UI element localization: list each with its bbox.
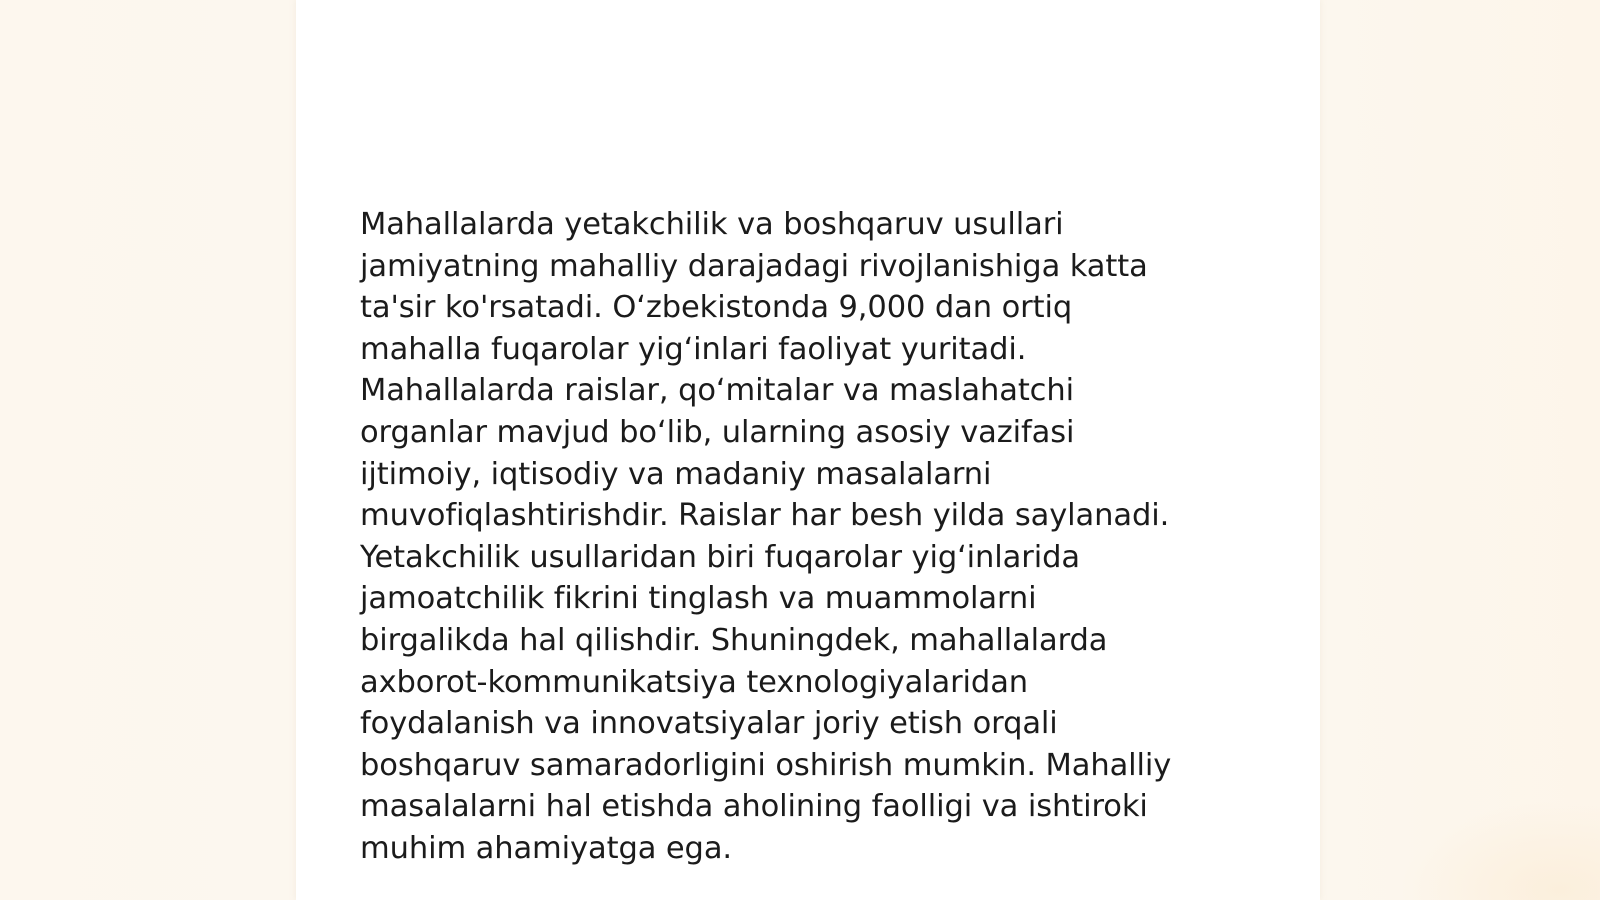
background-right-margin (1320, 0, 1600, 900)
body-paragraph: Mahallalarda yetakchilik va boshqaruv usullari jamiyatning mahalliy darajadagi rivojlanishiga katta ta'sir ko'rsatadi. O‘zbekistonda 9,000 dan ortiq mahalla fuqarolar yig‘inlari faoliyat yuritadi. Mahallalarda raislar, qo‘mitalar va maslahatchi organlar mavjud bo‘lib, ularning asosiy vazifasi ijtimoiy, iqtisodiy va madaniy masalalarni muvofiqlashtirishdir. Raislar har besh yilda saylanadi. Yetakchilik usullaridan biri fuqarolar yig‘inlarida jamoatchilik fikrini tinglash va muammolarni birgalikda hal qilishdir. Shuningdek, mahallalarda axborot-kommunikatsiya texnologiyalaridan foydalanish va innovatsiyalar joriy etish orqali boshqaruv samaradorligini oshirish mumkin. Mahalliy masalalarni hal etishda aholining faolligi va ishtiroki muhim ahamiyatga ega. (360, 207, 1172, 866)
document-page (296, 0, 1320, 900)
background-left-margin (0, 0, 296, 900)
background-glow (1400, 800, 1600, 900)
